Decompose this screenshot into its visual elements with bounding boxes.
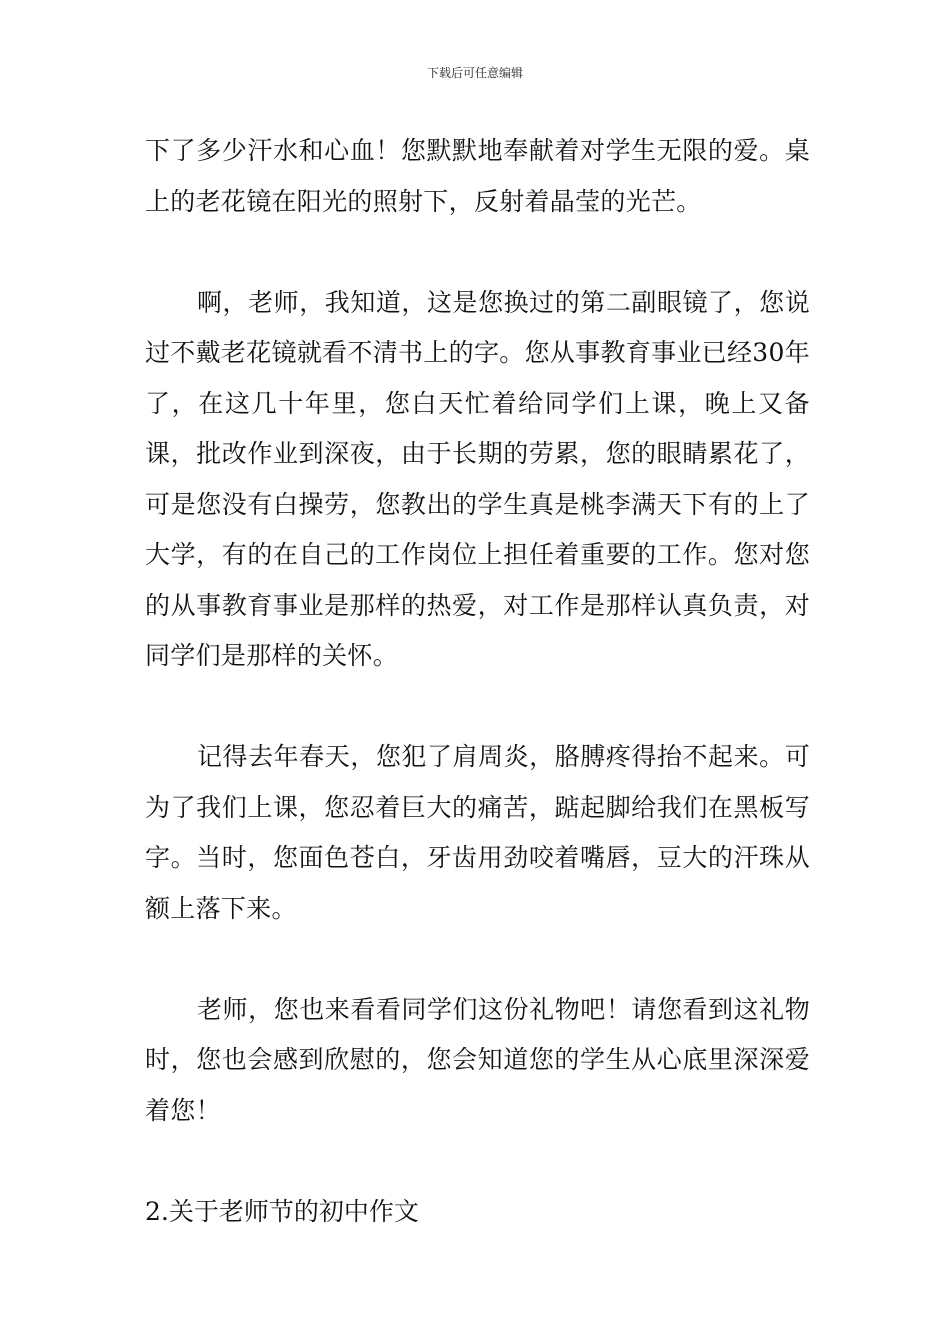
paragraph-spring: 记得去年春天，您犯了肩周炎，胳膊疼得抬不起来。可为了我们上课，您忍着巨大的痛苦，踮起脚给我们在黑板写字。当时，您面色苍白，牙齿用劲咬着嘴唇，豆大的汗珠从额上落下来。 [145,742,810,923]
paragraph-gap [145,227,810,278]
paragraph-gap [145,682,810,733]
paragraph-continuation: 下了多少汗水和心血！您默默地奉献着对学生无限的爱。桌上的老花镜在阳光的照射下，反射着晶莹的光芒。 [145,136,810,216]
page-header: 下载后可任意编辑 [426,66,523,80]
paragraph-gift: 老师，您也来看看同学们这份礼物吧！请您看到这礼物时，您也会感到欣慰的，您会知道您的学生从心底里深深爱着您！ [145,994,810,1125]
document-body [145,126,810,1237]
paragraph-glasses: 啊，老师，我知道，这是您换过的第二副眼镜了，您说过不戴老花镜就看不清书上的字。您从事教育事业已经30年了，在这几十年里，您白天忙着给同学们上课，晚上又备课，批改作业到深夜，由于长期的劳累，您的眼睛累花了，可是您没有白操劳，您教出的学生真是桃李满天下有的上了大学，有的在自己的工作岗位上担任着重要的工作。您对您的从事教育事业是那样的热爱，对工作是那样认真负责，对同学们是那样的关怀。 [145,287,810,670]
section-heading: 2.关于老师节的初中作文 [145,1196,419,1226]
paragraph-gap [145,934,810,985]
paragraph-gap [145,1136,810,1187]
